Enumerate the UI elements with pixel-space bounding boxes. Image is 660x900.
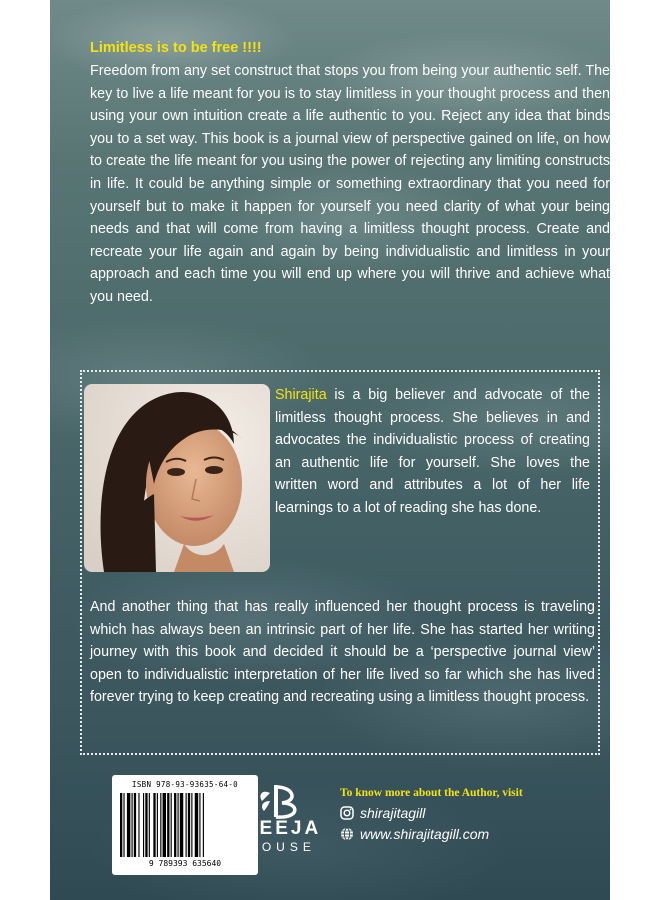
instagram-row[interactable] bbox=[340, 805, 425, 821]
instagram-handle[interactable]: shirajitagill bbox=[360, 805, 426, 821]
author-bio-paragraph-1 bbox=[275, 384, 590, 520]
globe-icon bbox=[340, 827, 354, 841]
headline: Limitless is to be free !!!! bbox=[90, 40, 262, 56]
publisher-sub: HOUSE bbox=[248, 840, 316, 854]
barcode-bars bbox=[120, 793, 250, 857]
contact-title: To know more about the Author, visit bbox=[340, 787, 523, 799]
barcode-number: 9 789393 635640 bbox=[148, 859, 222, 868]
author-name: Shirajita bbox=[275, 387, 327, 403]
website-link[interactable]: www.shirajitagill.com bbox=[360, 826, 490, 842]
book-back-cover bbox=[50, 0, 610, 900]
publisher-name: BEEJA bbox=[242, 818, 322, 839]
author-bio-paragraph-2: And another thing that has really influenced her thought process is traveling which has always been an intrinsic part of her life. She has started her writing journey with this book and decided it should be a ‘perspective journal view’ open to individualistic interpretation of her life lived so far which she has lived forever trying to keep creating and recreating using a limitless thought process. bbox=[90, 599, 595, 706]
author-photo bbox=[84, 384, 270, 572]
intro-paragraph: Freedom from any set construct that stops you from being your authentic self. The key to live a life meant for you is to stay limitless in your thought process and then using your own intuition create a life authentic to you. Reject any idea that binds you to a set way. This book is a journal view of perspective gained on life, on how to create the life meant for you using the power of rejecting any limiting constructs in life. It could be anything simple or something extraordinary that you need for yourself but to make it happen for yourself you need clarity of what your being needs and that will come from having a limitless thought process. Create and recreate your life again and again by being individualistic and limitless in your approach and each time you will end up where you will thrive and achieve what you need. bbox=[90, 63, 610, 305]
author-bio-text: is a big believer and advocate of the limitless thought process. She believes in and advocates the individualistic process of creating an authentic life for yourself. She loves the written word and attributes a lot of her life learnings to a lot of reading she has done. bbox=[275, 387, 590, 516]
website-row[interactable] bbox=[340, 826, 489, 842]
isbn-label: ISBN 978-93-93635-64-0 bbox=[132, 780, 238, 789]
instagram-icon bbox=[340, 806, 354, 820]
